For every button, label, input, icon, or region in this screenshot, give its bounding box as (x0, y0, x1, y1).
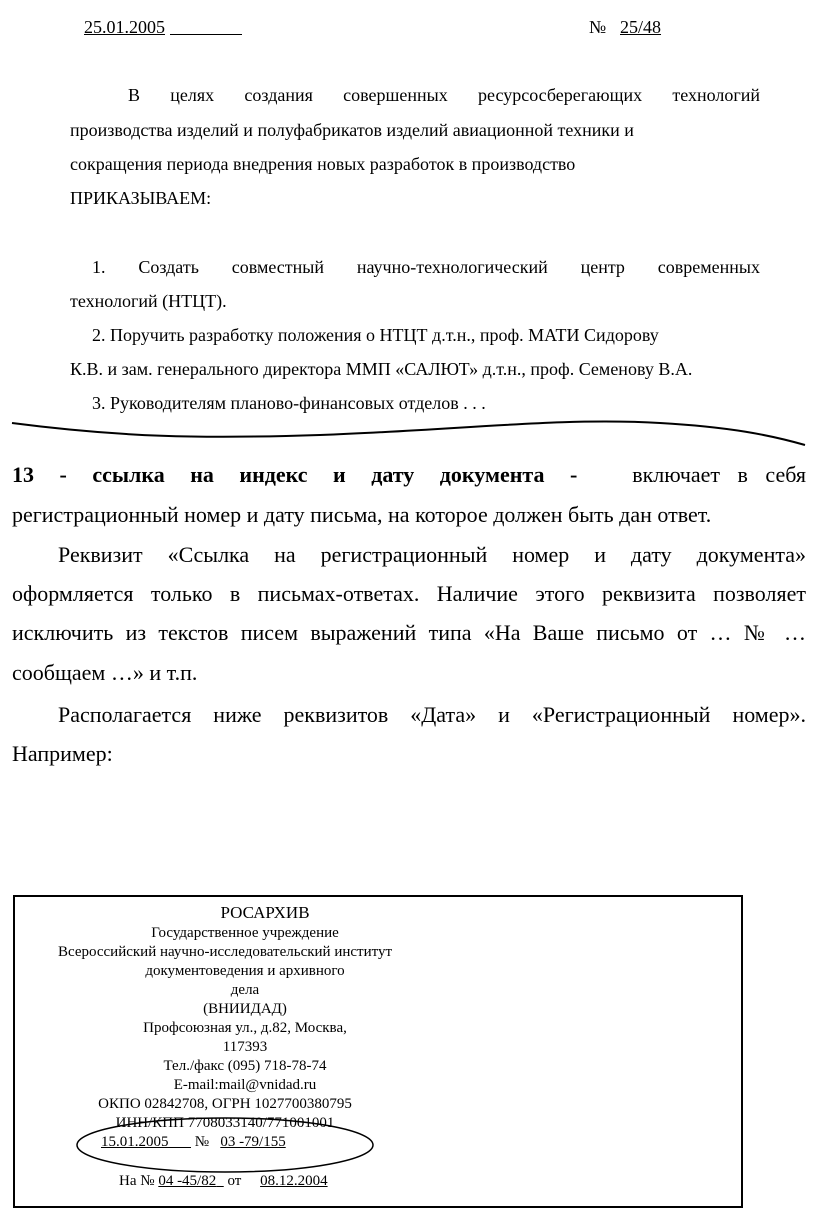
paragraph-1-line-1 (12, 462, 806, 488)
order-date: 25.01.2005 (84, 17, 165, 37)
letterhead-agency: РОСАРХИВ (220, 903, 310, 922)
paragraph-2-line-2: оформляется только в письмах-ответах. Наличие этого реквизита позволяет (12, 581, 806, 606)
letterhead-line-4: дела (230, 982, 260, 998)
order-number-sign: № (589, 17, 607, 37)
letterhead-line-8: Тел./факс (095) 718-78-74 (163, 1058, 327, 1074)
letterhead-line-1: Государственное учреждение (151, 925, 339, 941)
reference-date: 08.12.2004 (260, 1173, 328, 1189)
letterhead-line-6: Профсоюзная ул., д.82, Москва, (143, 1020, 347, 1036)
date-underline-fill (170, 17, 242, 38)
paragraph-2-line-3: исключить из текстов писем выражений типа «На Ваше письмо от … № … (12, 620, 806, 645)
reference-prefix: На № (119, 1173, 155, 1189)
order-preamble-line-3: сокращения периода внедрения новых разработок в производство (70, 154, 576, 174)
paragraph-1-line-2: регистрационный номер и дату письма, на которое должен быть дан ответ. (12, 502, 712, 527)
order-command: ПРИКАЗЫВАЕМ: (70, 188, 212, 208)
reference-line (119, 1173, 328, 1190)
letterhead-line-9: E-mail:mail@vnidad.ru (173, 1077, 317, 1093)
letterhead-example-frame (13, 895, 743, 1208)
paragraph-1-tail: включает в себя (632, 462, 806, 487)
paragraph-2-line-4: сообщаем …» и т.п. (12, 660, 198, 685)
letterhead-line-3: документоведения и архивного (145, 963, 345, 979)
registration-number-sign: № (194, 1134, 210, 1150)
requisite-term: 13 - ссылка на индекс и дату документа - (12, 462, 578, 487)
letterhead-line-10: ОКПО 02842708, ОГРН 1027700380795 (98, 1096, 352, 1112)
paragraph-3-line-1: Располагается ниже реквизитов «Дата» и «Регистрационный номер». (58, 702, 806, 727)
order-number: 25/48 (620, 17, 662, 37)
paragraph-3-line-2: Например: (12, 741, 113, 766)
document-break-line (0, 405, 816, 455)
order-item-1-line-1: 1. Создать совместный научно-технологический центр современных (92, 257, 760, 277)
letterhead-line-2: Всероссийский научно-исследовательский институт (57, 944, 393, 960)
reference-from: от (227, 1173, 242, 1189)
letterhead-line-5: (ВНИИДАД) (203, 1001, 287, 1017)
registration-number: 03 -79/155 (220, 1134, 286, 1150)
highlight-ellipse (73, 1115, 379, 1179)
letterhead-line-11: ИНН/КПП 7708033140/771001001 (115, 1115, 335, 1131)
order-item-3: 3. Руководителям планово-финансовых отделов . . . (92, 393, 486, 413)
registration-date: 15.01.2005 (101, 1134, 169, 1150)
order-item-2-line-1: 2. Поручить разработку положения о НТЦТ д.т.н., проф. МАТИ Сидорову (92, 325, 659, 345)
letterhead-line-7: 117393 (222, 1039, 268, 1055)
paragraph-2-line-1: Реквизит «Ссылка на регистрационный номер и дату документа» (58, 542, 806, 567)
order-preamble-line-2: производства изделий и полуфабрикатов изделий авиационной техники и (70, 120, 634, 140)
order-item-2-line-2: К.В. и зам. генерального директора ММП «САЛЮТ» д.т.н., проф. Семенову В.А. (70, 359, 693, 379)
order-item-1-line-2: технологий (НТЦТ). (70, 291, 227, 311)
order-preamble-line-1: В целях создания совершенных ресурсосберегающих технологий (128, 85, 760, 105)
reference-number: 04 -45/82 (158, 1173, 217, 1189)
